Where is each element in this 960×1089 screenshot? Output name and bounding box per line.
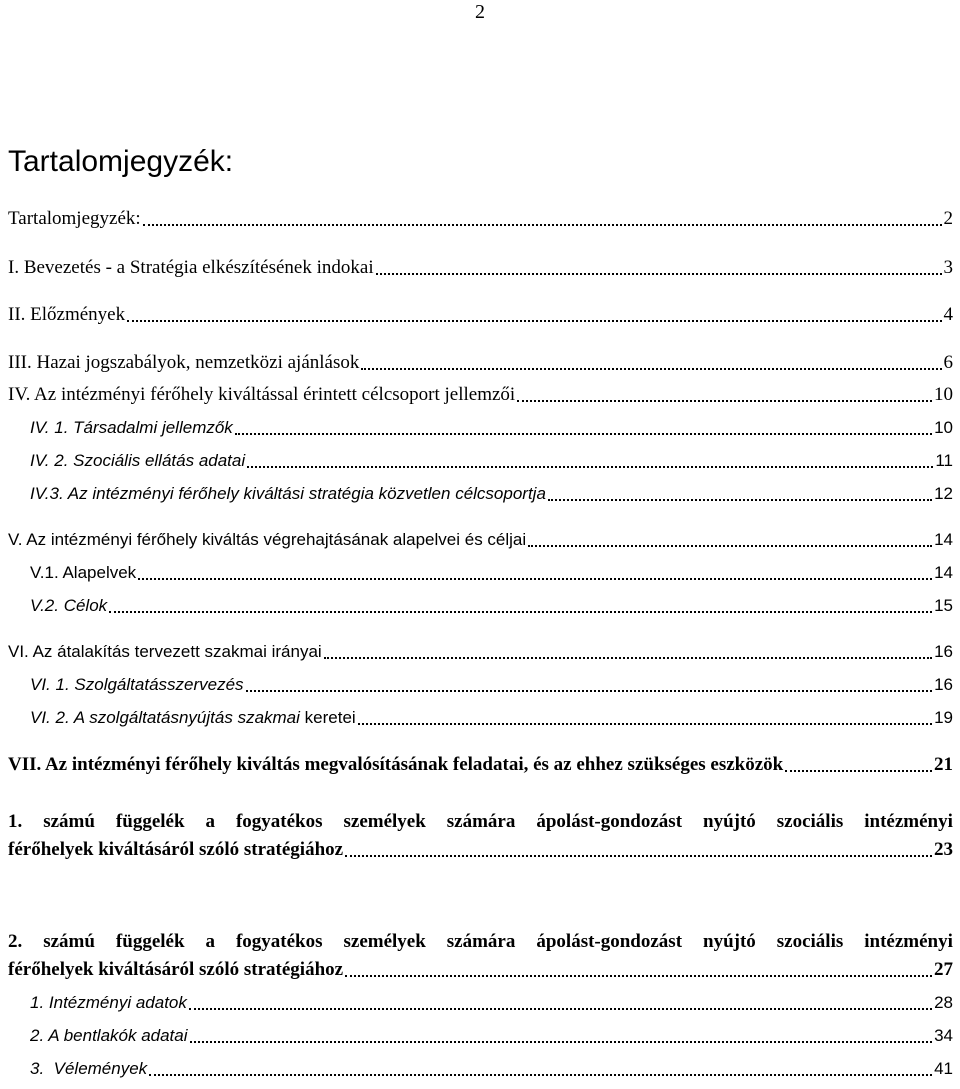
dot-leader (138, 578, 932, 580)
toc-entry[interactable] (30, 558, 953, 588)
toc-entry-line1: 1. számú függelék a fogyatékos személyek számára ápolást-gondozást nyújtó szociális intézményi (8, 811, 953, 832)
toc-entry-text: IV. 1. Társadalmi jellemzők (30, 418, 233, 437)
toc-entry-text: Tartalomjegyzék: (8, 208, 141, 229)
page-title: Tartalomjegyzék: (8, 145, 234, 178)
toc-entry-text: IV.3. Az intézményi férőhely kiváltási stratégia közvetlen célcsoportja (30, 484, 546, 503)
toc-page-number: 14 (934, 530, 953, 549)
toc-page-number: 14 (934, 563, 953, 582)
toc-entry-text: VII. Az intézményi férőhely kiváltás megvalósításának feladatai, és az ehhez szükséges eszközök (8, 754, 784, 775)
toc-entry-text-normal: keretei (299, 708, 356, 727)
toc-page-number: 16 (934, 675, 953, 694)
toc-entry[interactable] (30, 591, 953, 621)
toc-page-number: 12 (934, 484, 953, 503)
toc-entry-line2 (8, 956, 953, 984)
toc-page-number: 4 (943, 304, 953, 325)
toc-entry[interactable] (30, 479, 953, 509)
dot-leader (324, 657, 932, 659)
toc-entry-text: II. Előzmények (8, 304, 126, 325)
toc-page-number: 11 (935, 451, 953, 470)
toc-entry-text: 1. Intézményi adatok (30, 993, 187, 1012)
toc-entry[interactable] (30, 1054, 953, 1084)
toc-entry[interactable] (8, 750, 953, 780)
toc-page-number: 15 (934, 596, 953, 615)
toc-entry-appendix-1[interactable] (8, 808, 953, 864)
toc-page-number: 2 (943, 208, 953, 229)
toc-entry[interactable] (30, 413, 953, 443)
toc-entry-text: III. Hazai jogszabályok, nemzetközi ajánlások (8, 352, 360, 373)
toc-entry-text: 3. Vélemények (30, 1059, 148, 1078)
dot-leader (345, 975, 932, 977)
toc-entry[interactable] (8, 380, 953, 410)
toc-entry-text: VI. 1. Szolgáltatásszervezés (30, 675, 244, 694)
dot-leader (109, 611, 932, 613)
toc-page-number: 16 (934, 642, 953, 661)
dot-leader (345, 855, 932, 857)
toc-entry-text: IV. Az intézményi férőhely kiváltással érintett célcsoport jellemzői (8, 384, 516, 405)
dot-leader (361, 368, 941, 370)
dot-leader (246, 690, 933, 692)
toc-entry[interactable] (30, 446, 953, 476)
toc-page-number: 27 (934, 959, 953, 980)
toc-entry-text: V.1. Alapelvek (30, 563, 137, 582)
toc-entry[interactable] (30, 1021, 953, 1051)
toc-entry[interactable] (30, 703, 953, 733)
toc-entry[interactable] (8, 300, 953, 330)
dot-leader (149, 1074, 932, 1076)
toc-page-number: 10 (934, 418, 953, 437)
dot-leader (358, 723, 932, 725)
toc-entry[interactable] (30, 988, 953, 1018)
toc-entry[interactable] (8, 204, 953, 234)
dot-leader (247, 466, 933, 468)
toc-page-number: 10 (934, 384, 953, 405)
dot-leader (517, 400, 932, 402)
toc-entry-line1: 2. számú függelék a fogyatékos személyek számára ápolást-gondozást nyújtó szociális intézményi (8, 931, 953, 952)
toc-page-number: 6 (943, 352, 953, 373)
toc-page-number: 3 (943, 257, 953, 278)
toc-page-number: 19 (934, 708, 953, 727)
dot-leader (785, 770, 932, 772)
toc-entry-text: VI. Az átalakítás tervezett szakmai irányai (8, 642, 322, 661)
toc-entry[interactable] (8, 525, 953, 555)
toc-page-number: 41 (934, 1059, 953, 1078)
dot-leader (376, 273, 942, 275)
toc-page-number: 28 (934, 993, 953, 1012)
dot-leader (189, 1008, 932, 1010)
toc-entry-text: V.2. Célok (30, 596, 108, 615)
page-number: 2 (475, 1, 485, 23)
toc-entry-text: 2. A bentlakók adatai (30, 1026, 188, 1045)
toc-entry-appendix-2[interactable] (8, 928, 953, 984)
dot-leader (548, 499, 932, 501)
toc-entry-text-italic: VI. 2. A szolgáltatásnyújtás szakmai (30, 708, 300, 727)
toc-entry-text: IV. 2. Szociális ellátás adatai (30, 451, 246, 470)
toc-entry-text: I. Bevezetés - a Stratégia elkészítésének indokai (8, 257, 374, 278)
toc-page-number: 23 (934, 839, 953, 860)
dot-leader (235, 433, 932, 435)
toc-page-number: 21 (934, 754, 953, 775)
toc-entry-text: férőhelyek kiváltásáról szóló stratégiához (8, 839, 344, 860)
dot-leader (127, 320, 941, 322)
toc-entry[interactable] (8, 637, 953, 667)
toc-entry[interactable] (8, 348, 953, 378)
toc-entry-text: V. Az intézményi férőhely kiváltás végrehajtásának alapelvei és céljai (8, 530, 527, 549)
dot-leader (528, 545, 932, 547)
toc-entry[interactable] (8, 253, 953, 283)
dot-leader (143, 224, 942, 226)
dot-leader (190, 1041, 933, 1043)
toc-entry[interactable] (30, 670, 953, 700)
toc-entry-line2 (8, 836, 953, 864)
toc-entry-text: férőhelyek kiváltásáról szóló stratégiához (8, 959, 344, 980)
toc-page-number: 34 (934, 1026, 953, 1045)
